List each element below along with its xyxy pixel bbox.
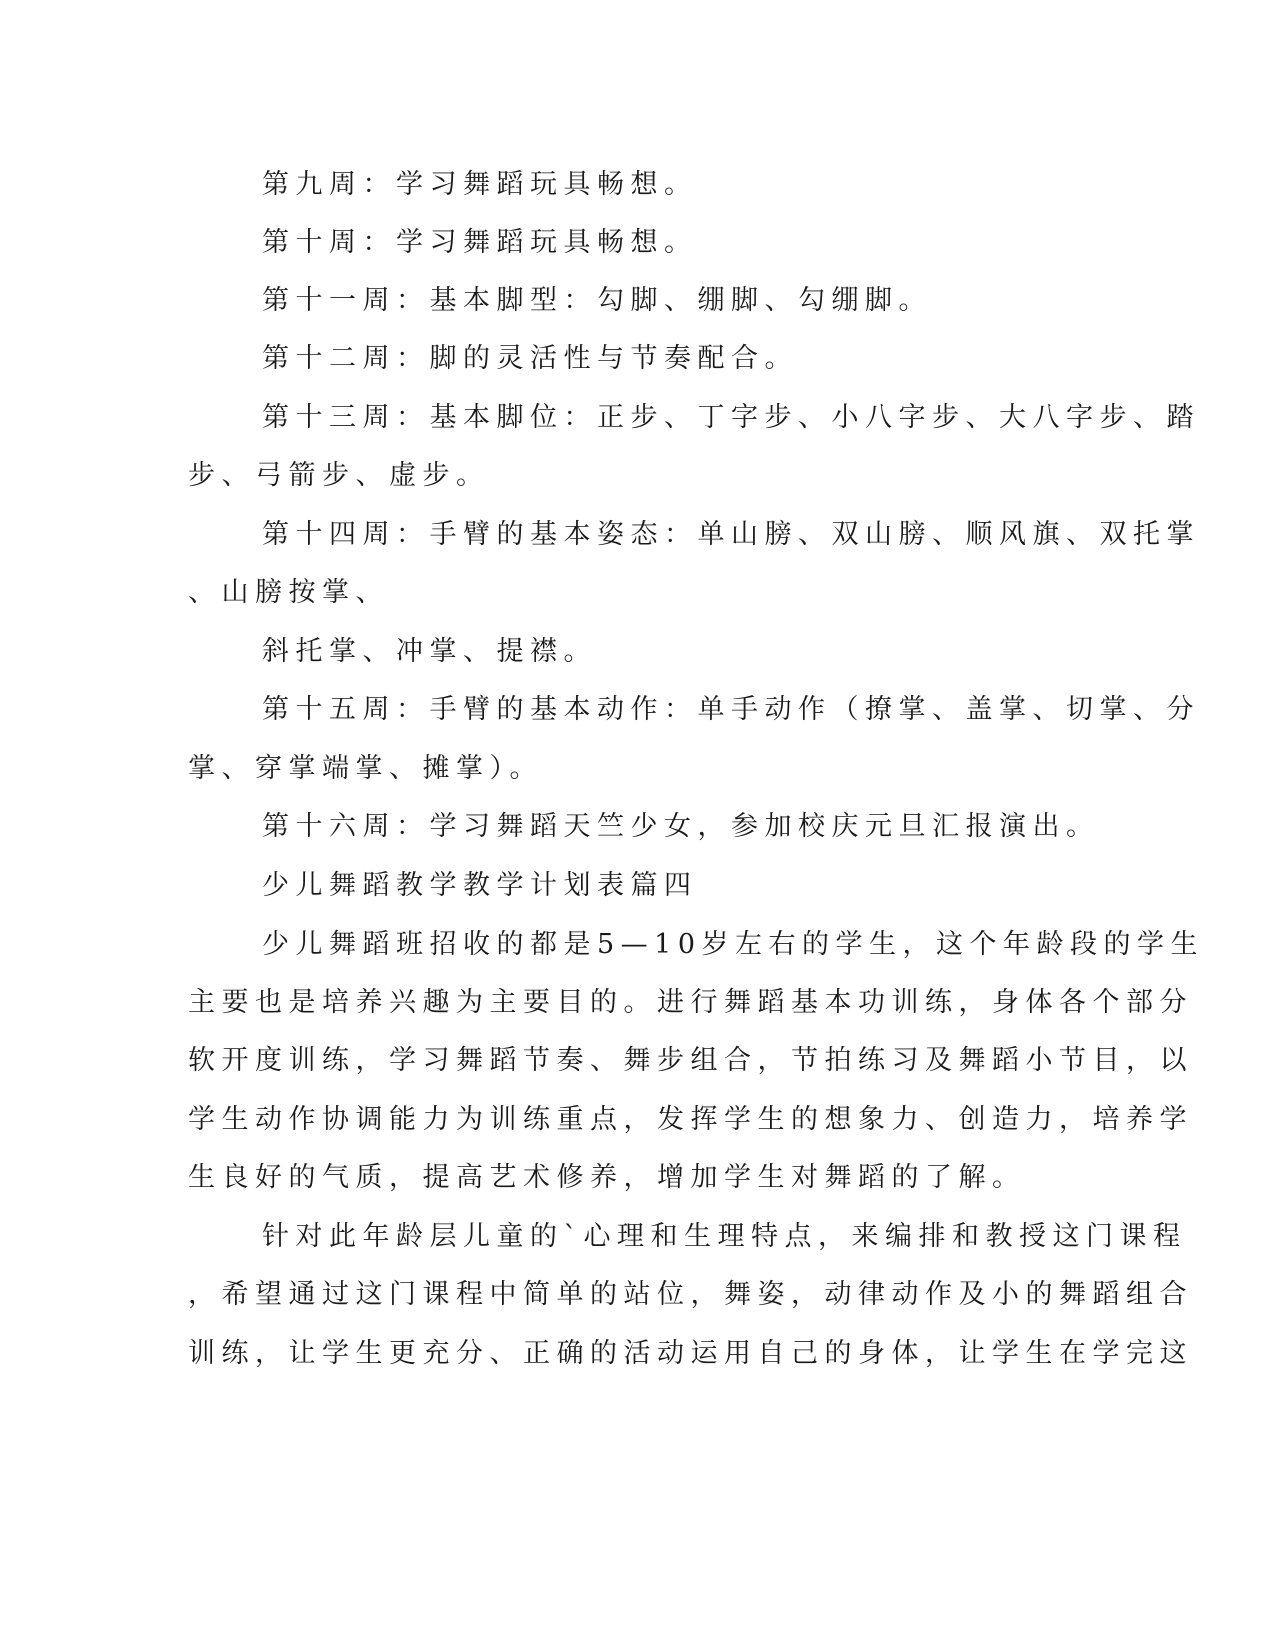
text-line-week-15: 第十五周：手臂的基本动作：单手动作（撩掌、盖掌、切掌、分 <box>262 694 1200 725</box>
paragraph-2-line-2: ，希望通过这门课程中简单的站位，舞姿，动律动作及小的舞蹈组合 <box>188 1279 1193 1310</box>
paragraph-1-line-4: 学生动作协调能力为训练重点，发挥学生的想象力、创造力，培养学 <box>188 1104 1193 1135</box>
text-line-week-10: 第十周：学习舞蹈玩具畅想。 <box>262 227 698 258</box>
text-line-week-11: 第十一周：基本脚型：勾脚、绷脚、勾绷脚。 <box>262 285 932 316</box>
paragraph-1-line-3: 软开度训练，学习舞蹈节奏、舞步组合，节拍练习及舞蹈小节目，以 <box>188 1045 1193 1076</box>
text-line-week-14-cont-2: 斜托掌、冲掌、提襟。 <box>262 636 597 667</box>
text-line-week-13: 第十三周：基本脚位：正步、丁字步、小八字步、大八字步、踏 <box>262 402 1200 433</box>
paragraph-2-line-3: 训练，让学生更充分、正确的活动运用自己的身体，让学生在学完这 <box>188 1338 1193 1369</box>
text-line-week-13-cont: 步、弓箭步、虚步。 <box>188 460 490 491</box>
text-line-week-9: 第九周：学习舞蹈玩具畅想。 <box>262 169 698 200</box>
paragraph-1-line-1: 少儿舞蹈班招收的都是5—10岁左右的学生，这个年龄段的学生 <box>262 929 1205 960</box>
paragraph-1-line-5: 生良好的气质，提高艺术修养，增加学生对舞蹈的了解。 <box>188 1162 1026 1193</box>
paragraph-1-line-2: 主要也是培养兴趣为主要目的。进行舞蹈基本功训练，身体各个部分 <box>188 987 1193 1018</box>
text-line-week-12: 第十二周：脚的灵活性与节奏配合。 <box>262 343 798 374</box>
text-line-week-16: 第十六周：学习舞蹈天竺少女，参加校庆元旦汇报演出。 <box>262 811 1100 842</box>
text-line-week-15-cont: 掌、穿掌端掌、摊掌）。 <box>188 753 543 784</box>
section-heading: 少儿舞蹈教学教学计划表篇四 <box>262 870 698 901</box>
text-line-week-14: 第十四周：手臂的基本姿态：单山膀、双山膀、顺风旗、双托掌 <box>262 519 1200 550</box>
text-line-week-14-cont: 、山膀按掌、 <box>188 577 389 608</box>
paragraph-2-line-1: 针对此年龄层儿童的`心理和生理特点，来编排和教授这门课程 <box>262 1221 1187 1252</box>
